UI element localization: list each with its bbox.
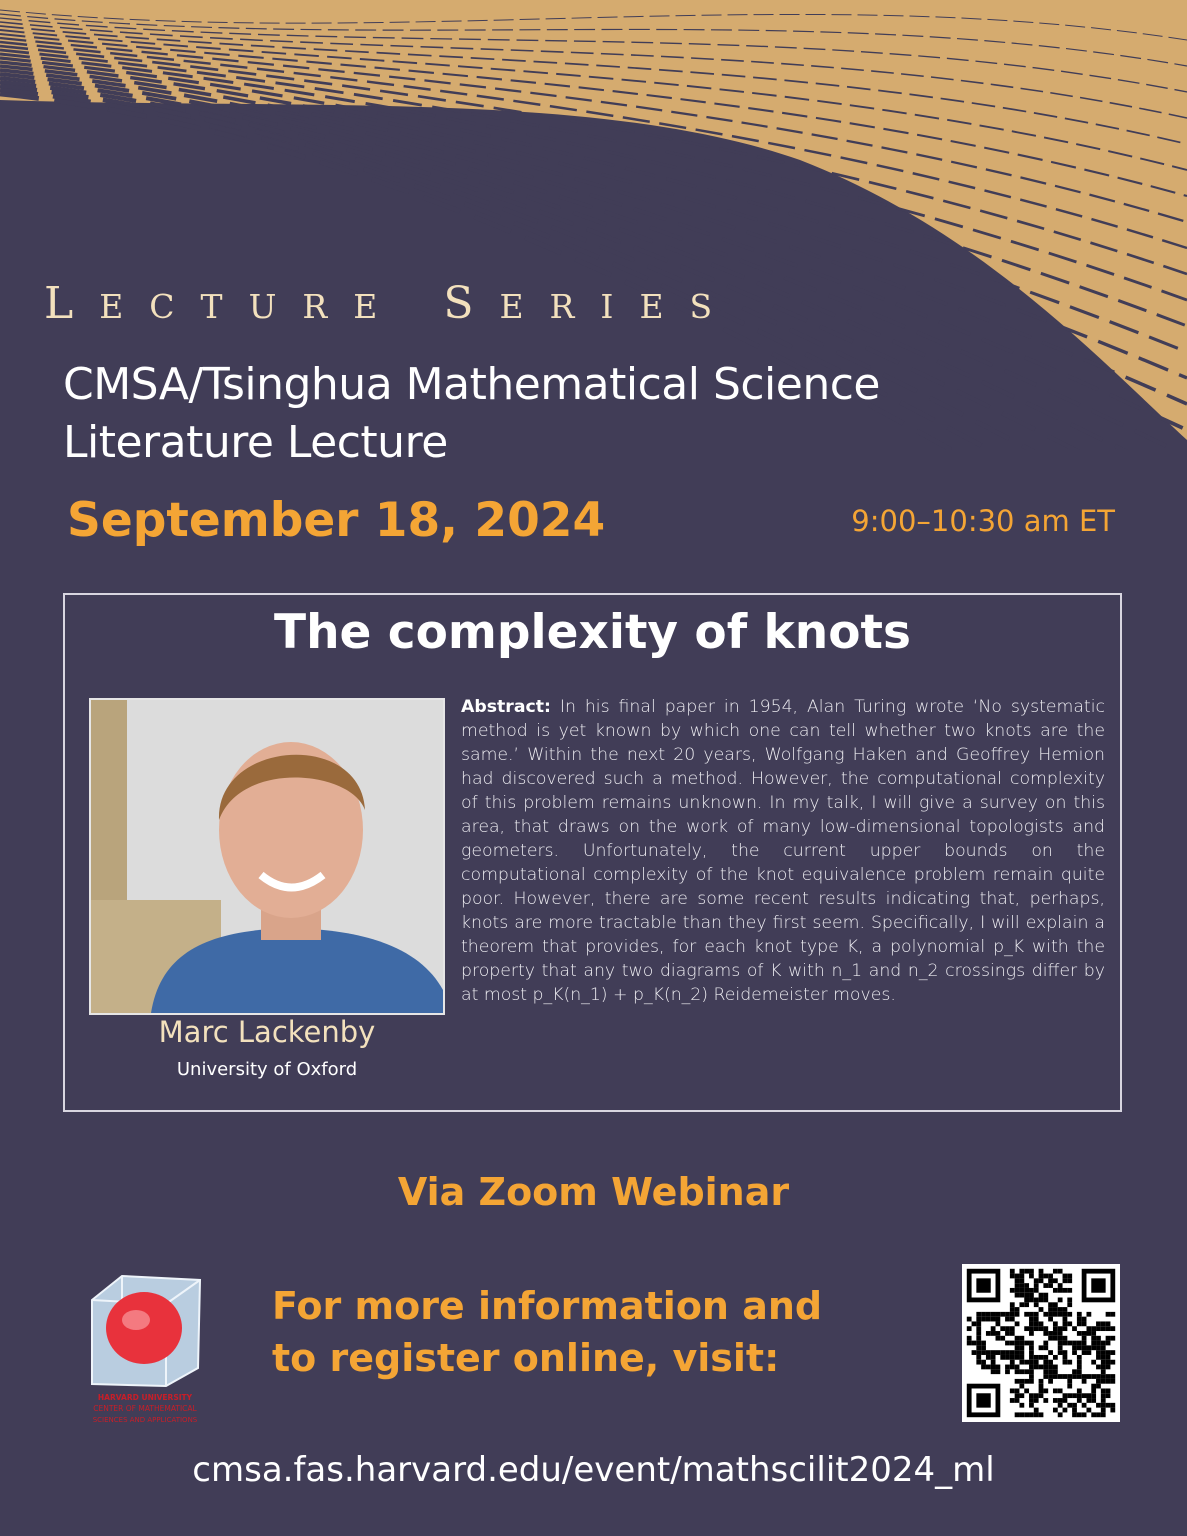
talk-title: The complexity of knots [274,605,911,660]
event-title-line2: Literature Lecture [63,417,448,468]
talk-card [63,593,1122,1112]
more-info-line1: For more information and [272,1284,823,1328]
svg-text:HARVARD UNIVERSITY: HARVARD UNIVERSITY [97,1393,193,1402]
abstract-label: Abstract: [461,697,551,717]
event-date: September 18, 2024 [67,493,606,548]
event-url[interactable]: cmsa.fas.harvard.edu/event/mathscilit2024_ml [192,1450,995,1490]
more-info-line2: to register online, visit: [272,1336,780,1380]
svg-text:SCIENCES AND APPLICATIONS: SCIENCES AND APPLICATIONS [92,1416,198,1424]
event-title-line1: CMSA/Tsinghua Mathematical Science [63,359,881,410]
speaker-affiliation: University of Oxford [176,1059,358,1080]
lecture-series-label: LECTURE SERIES [44,278,739,329]
cmsa-logo [86,1272,204,1428]
venue: Via Zoom Webinar [397,1170,790,1214]
event-time: 9:00–10:30 am ET [851,504,1115,538]
more-info [272,1280,822,1384]
speaker-name: Marc Lackenby [158,1015,376,1049]
speaker-photo [89,698,445,1015]
svg-text:CENTER OF MATHEMATICAL: CENTER OF MATHEMATICAL [93,1404,197,1413]
abstract-text: In his final paper in 1954, Alan Turing wrote ‘No systematic method is yet known by which one can tell whether two knots are the same.’ Within the next 20 years, Wolfgang Haken and Geoffrey Hemion had discovered such a method. However, the computational complexity of this problem remains unknown. In my talk, I will give a survey on this area, that draws on the work of many low-dimensional topologists and geometers. Unfortunately, the current upper bounds on the computational complexity of the knot equivalence problem remain quite poor. However, there are some recent results indicating that, perhaps, knots are more tractable than they first seem. Specifically, I will explain a theorem that provides, for each knot type K, a polynomial p_K with the property that any two diagrams of K with n_1 and n_2 crossings differ by at most p_K(n_1) + p_K(n_2) Reidemeister moves. [461,697,1105,1005]
abstract [461,695,1105,1007]
qr-code[interactable] [962,1264,1120,1422]
event-title [63,356,880,472]
